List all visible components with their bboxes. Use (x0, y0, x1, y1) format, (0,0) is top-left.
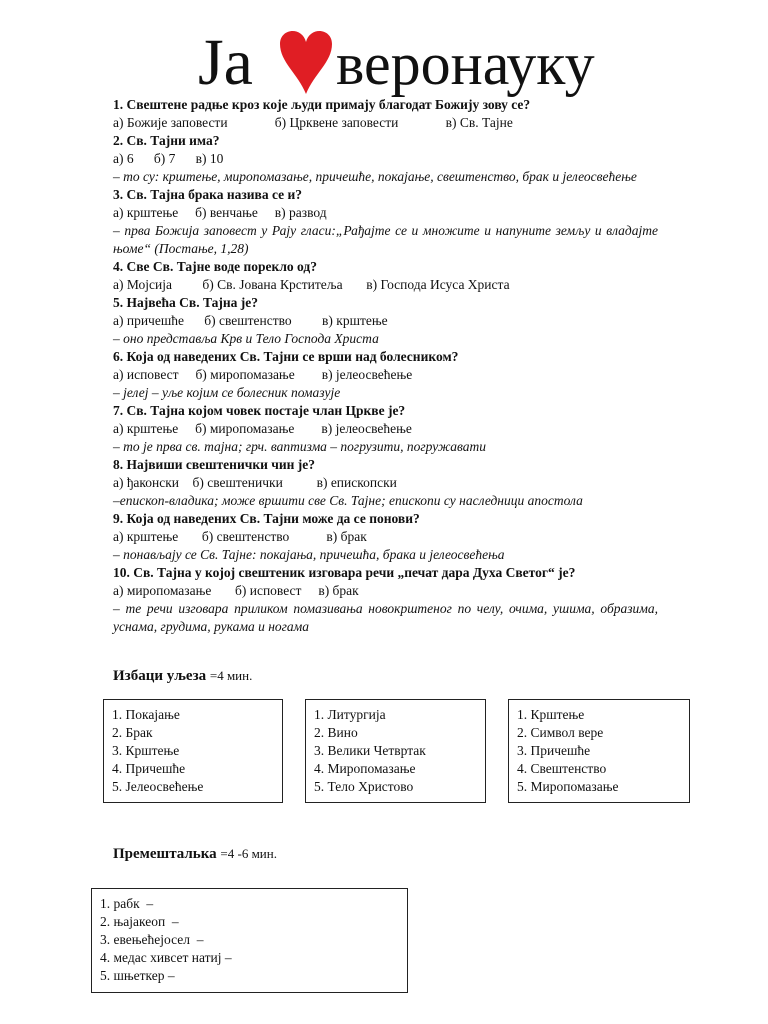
question-8 (113, 456, 658, 510)
list-item: 3. Причешће (517, 743, 591, 758)
answer-options: а) Мојсија б) Св. Јована Крститеља в) Господа Исуса Христа (113, 277, 510, 292)
question-7 (113, 402, 658, 456)
question-text: 4. Све Св. Тајне воде порекло од? (113, 259, 317, 274)
section-anagram-title (113, 846, 277, 863)
answer-note: – то су: крштење, миропомазање, причешће, покајање, свештенство, брак и јелеосвећење (113, 169, 637, 184)
answer-options: а) крштење б) свештенство в) брак (113, 529, 367, 544)
list-item: 2. Брак (112, 725, 153, 740)
list-item: 3. Крштење (112, 743, 180, 758)
answer-options: а) крштење б) венчање в) развод (113, 205, 327, 220)
list-item: 1. Крштење (517, 707, 585, 722)
question-4 (113, 258, 658, 294)
list-item: 2. Вино (314, 725, 358, 740)
list-item: 4. медас хивсет натиј – (100, 950, 232, 965)
answer-note: –епископ-владика; може вршити све Св. Тајне; епископи су наследници апостола (113, 493, 583, 508)
question-text: 10. Св. Тајна у којој свештеник изговара речи „печат дара Духа Светог“ је? (113, 565, 576, 580)
list-item: 5. шњеткер – (100, 968, 175, 983)
list-item: 3. евењећејосел – (100, 932, 204, 947)
list-item: 1. Литургија (314, 707, 386, 722)
answer-options: а) миропомазање б) исповест в) брак (113, 583, 359, 598)
list-item: 5. Јелеосвећење (112, 779, 204, 794)
logo-right-text: веронауку (336, 31, 595, 97)
answer-note: – прва Божија заповест у Рају гласи:„Рађајте се и множите и напуните земљу и владајте њоме“ (Постање, 1,28) (113, 223, 658, 256)
quiz (113, 96, 658, 636)
list-item: 2. њајакеоп – (100, 914, 179, 929)
question-6 (113, 348, 658, 402)
answer-options: а) 6 б) 7 в) 10 (113, 151, 224, 166)
answer-note: – те речи изговара приликом помазивања новокрштеног по челу, очима, ушима, образима, уснама, грудима, рукама и ногама (113, 601, 658, 634)
list-item: 3. Велики Четвртак (314, 743, 426, 758)
list-item: 1. Покајање (112, 707, 180, 722)
answer-options: а) крштење б) миропомазање в) јелеосвећење (113, 421, 412, 436)
answer-note: – понављају се Св. Тајне: покајања, причешћа, брака и јелеосвећења (113, 547, 505, 562)
question-text: 2. Св. Тајни има? (113, 133, 220, 148)
answer-options: а) Божије заповести б) Црквене заповести в) Св. Тајне (113, 115, 513, 130)
answer-options: а) исповест б) миропомазање в) јелеосвећење (113, 367, 413, 382)
section-title-text: Избаци уљеза (113, 668, 207, 684)
question-3 (113, 186, 658, 258)
question-2 (113, 132, 658, 186)
question-5 (113, 294, 658, 348)
question-text: 5. Највећа Св. Тајна је? (113, 295, 259, 310)
question-text: 7. Св. Тајна којом човек постаје члан Цркве је? (113, 403, 406, 418)
answer-note: – оно представља Крв и Тело Господа Христа (113, 331, 379, 346)
list-item: 2. Символ вере (517, 725, 604, 740)
logo-left-text: Ја (198, 26, 253, 99)
section-duration: =4 -6 мин. (220, 846, 277, 861)
odd-one-out-box-2 (305, 699, 486, 803)
heart-icon (280, 31, 332, 94)
question-text: 1. Свештене радње кроз које људи примају благодат Божију зову се? (113, 97, 531, 112)
list-item: 5. Тело Христово (314, 779, 414, 794)
odd-one-out-box-3 (508, 699, 690, 803)
list-item: 4. Миропомазање (314, 761, 416, 776)
list-item: 4. Причешће (112, 761, 186, 776)
odd-one-out-box-1 (103, 699, 283, 803)
logo (198, 22, 618, 102)
answer-note: – јелеј – уље којим се болесник помазује (113, 385, 341, 400)
question-text: 9. Која од наведених Св. Тајни може да се понови? (113, 511, 420, 526)
question-text: 3. Св. Тајна брака назива се и? (113, 187, 303, 202)
section-title-text: Премешталька (113, 846, 217, 862)
list-item: 4. Свештенство (517, 761, 607, 776)
question-text: 8. Највиши свештенички чин је? (113, 457, 316, 472)
question-9 (113, 510, 658, 564)
section-duration: =4 мин. (209, 668, 253, 683)
list-item: 1. рабк – (100, 896, 154, 911)
answer-options: а) ђаконски б) свештенички в) епископски (113, 475, 397, 490)
anagram-box (91, 888, 408, 993)
question-text: 6. Која од наведених Св. Тајни се врши над болесником? (113, 349, 459, 364)
answer-note: – то је прва св. тајна; грч. ваптизма – погрузити, погружавати (113, 439, 486, 454)
question-10 (113, 564, 658, 636)
section-odd-one-out-title (113, 668, 252, 685)
question-1 (113, 96, 658, 132)
list-item: 5. Миропомазање (517, 779, 619, 794)
answer-options: а) причешће б) свештенство в) крштење (113, 313, 388, 328)
